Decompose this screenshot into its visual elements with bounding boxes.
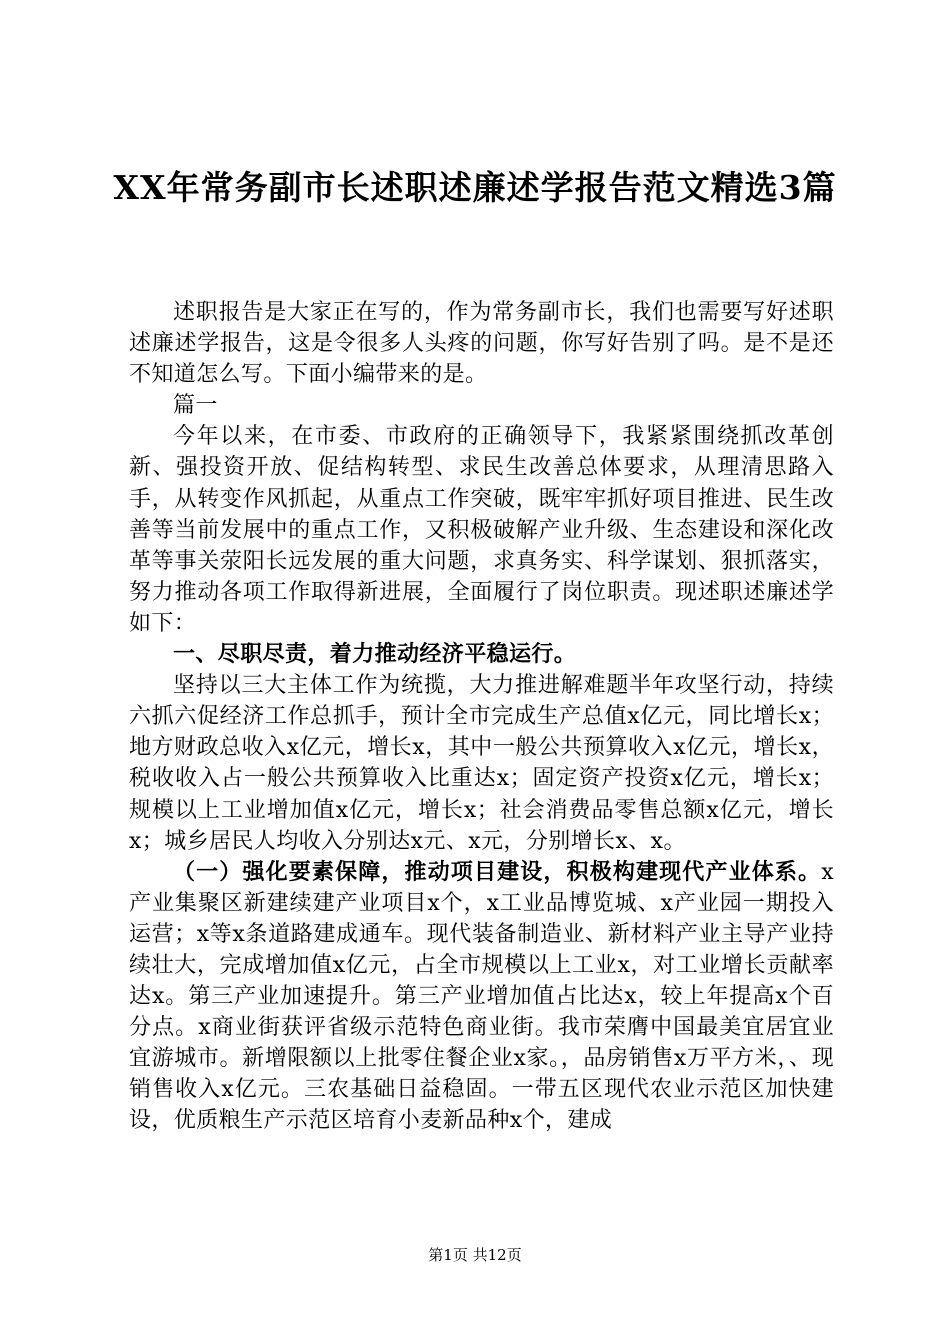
section-heading-1: 一、尽职尽责，着力推动经济平稳运行。 (173, 641, 577, 668)
paragraph-2: 坚持以三大主体工作为统揽，大力推进解难题半年攻坚行动，持续六抓六促经济工作总抓手，预计全市完成生产总值x亿元，同比增长x；地方财政总收入x亿元，增长x，其中一般公共预算收入x亿元，增长x，税收收入占一般公共预算收入比重达x；固定资产投资x亿元，增长x；规模以上工业增加值x亿元，增长x；社会消费品零售总额x亿元，增长x；城乡居民人均收入分别达x元、x元，分别增长x、x。 (129, 673, 834, 854)
paragraph-3 (129, 857, 834, 1137)
page-footer: 第1页 共12页 (428, 1246, 522, 1264)
paragraph-3-body: x产业集聚区新建续建产业项目x个，x工业品博览城、x产业园一期投入运营；x等x条道路建成通车。现代装备制造业、新材料产业主导产业持续壮大，完成增加值x亿元，占全市规模以上工业x，对工业增长贡献率达x。第三产业加速提升。第三产业增加值占比达x，较上年提高x个百分点。x商业街获评省级示范特色商业街。我市荣膺中国最美宜居宜业宜游城市。新增限额以上批零住餐企业x家。，品房销售x万平方米，、现销售收入x亿元。三农基础日益稳固。一带五区现代农业示范区加快建设，优质粮生产示范区培育小麦新品种x个，建成 (129, 859, 834, 1134)
intro-paragraph: 述职报告是大家正在写的，作为常务副市长，我们也需要写好述职述廉述学报告，这是令很多人头疼的问题，你写好告别了吗。是不是还不知道怎么写。下面小编带来的是。 (129, 300, 834, 388)
part-label: 篇一 (173, 393, 218, 419)
paragraph-1: 今年以来，在市委、市政府的正确领导下，我紧紧围绕抓改革创新、强投资开放、促结构转型、求民生改善总体要求，从理清思路入手，从转变作风抓起，从重点工作突破，既牢牢抓好项目推进、民生改善等当前发展中的重点工作，又积极破解产业升级、生态建设和深化改革等事关荥阳长远发展的重大问题，求真务实、科学谋划、狠抓落实，努力推动各项工作取得新进展，全面履行了岗位职责。现述职述廉述学如下： (129, 424, 834, 636)
subsection-heading-1: （一）强化要素保障，推动项目建设，积极构建现代产业体系。 (173, 858, 822, 885)
document-title: XX年常务副市长述职述廉述学报告范文精选3篇 (113, 168, 837, 207)
document-body (129, 297, 834, 1137)
